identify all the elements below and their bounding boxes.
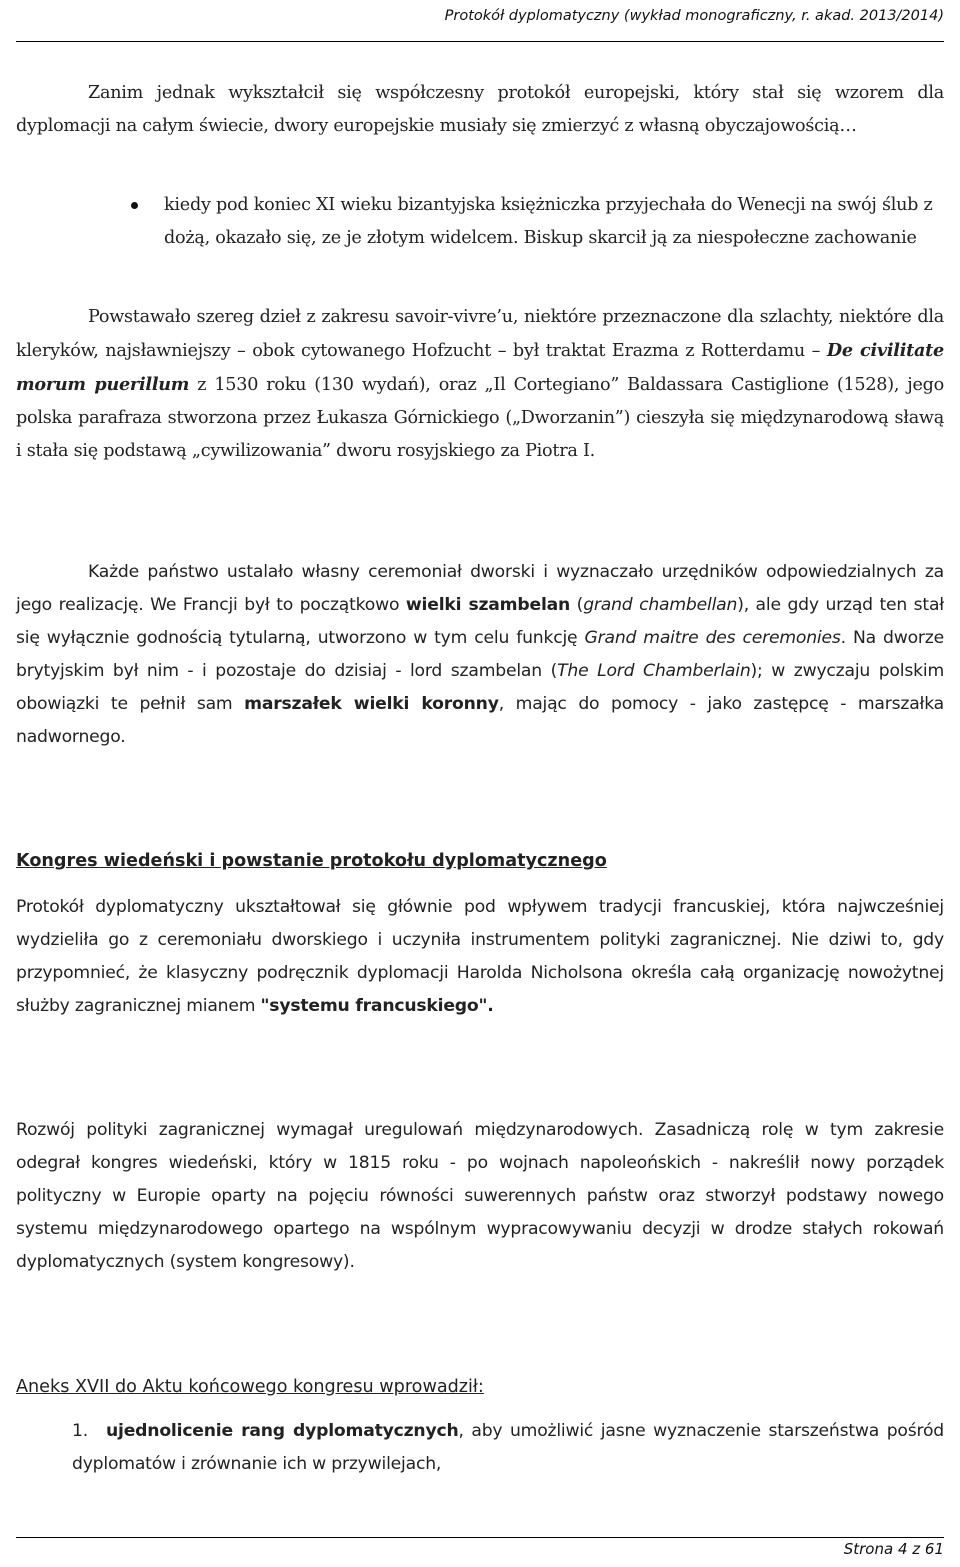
- annex-heading: Aneks XVII do Aktu końcowego kongresu wprowadził:: [16, 1377, 484, 1397]
- term-wielki-szambelan: wielki szambelan: [405, 595, 571, 615]
- term-systemu-francuskiego: "systemu francuskiego".: [260, 996, 494, 1016]
- running-header: Protokół dyplomatyczny (wykład monograficzny, r. akad. 2013/2014): [444, 8, 944, 24]
- list-item-text: [72, 1415, 944, 1481]
- section-heading-block: [16, 845, 944, 878]
- list-item-number: 1.: [72, 1421, 88, 1441]
- term-lord-chamberlain: The Lord Chamberlain: [557, 661, 751, 681]
- para2-part-c: (: [570, 595, 584, 615]
- paragraph-congress: [16, 1114, 944, 1279]
- intro-text: Zanim jednak wykształcił się współczesny protokół europejski, który stał się wzorem dla dyplomacji na całym świecie, dwory europejskie musiały się zmierzyć z własną obyczajowością…: [16, 83, 944, 136]
- bullet-dot: [131, 202, 138, 209]
- para2-part-d: ), ale gdy urząd ten stał się wyłącznie godnością tytularną, utworzono w tym celu funkcję: [16, 595, 944, 648]
- term-grand-chambellan: grand chambellan: [583, 595, 738, 615]
- paragraph-ceremonial: [16, 556, 944, 754]
- footer-rule: [16, 1537, 944, 1538]
- list-item-rest: , aby umożliwić jasne wyznaczenie starszeństwa pośród dyplomatów i zrównanie ich w przywilejach,: [72, 1421, 944, 1474]
- term-grand-maitre: Grand maitre des ceremonies: [584, 628, 841, 648]
- para2-part-e: . Na dworze brytyjskim był nim - i pozostaje do dzisiaj - lord szambelan (: [16, 628, 944, 681]
- paragraph-french-tradition: [16, 891, 944, 1023]
- work-title-de-civilitate: De civilitate morum puerillum: [16, 340, 944, 395]
- para2-part-g: , mając do pomocy - jako zastępcę - marszałka nadwornego.: [16, 694, 944, 747]
- paragraph-congress-text: Rozwój polityki zagranicznej wymagał uregulowań międzynarodowych. Zasadniczą rolę w tym zakresie odegrał kongres wiedeński, który w 1815 roku - po wojnach napoleońskich - nakreślił nowy porządek polityczny w Europie oparty na pojęciu równości suwerennych państw oraz stworzył podstawy nowego systemu międzynarodowego opartego na wspólnym wypracowywaniu decyzji w drodze stałych rokowań dyplomatycznych (system kongresowy).: [16, 1120, 944, 1272]
- annex-heading-block: [16, 1371, 944, 1404]
- para3-part-a: Protokół dyplomatyczny ukształtował się głównie pod wpływem tradycji francuskiej, która najwcześniej wydzieliła go z ceremoniału dworskiego i uczyniła instrumentem polityki zagranicznej. Nie dziwi to, gdy przypomnieć, że klasyczny podręcznik dyplomacji Harolda Nicholsona określa całą organizację nowożytnej służby zagranicznej mianem: [16, 897, 944, 1016]
- page-number: Strona 4 z 61: [843, 1540, 944, 1558]
- para2-part-a: Każde państwo ustalało własny ceremoniał dworski i wyznaczało urzędników odpowiedzialnych za jego realizację. We Francji był to początkowo: [16, 562, 944, 615]
- bullet-text: kiedy pod koniec XI wieku bizantyjska księżniczka przyjechała do Wenecji na swój ślub z dożą, okazało się, ze je złotym widelcem. Biskup skarcił ją za niespołeczne zachowanie: [164, 195, 933, 248]
- para1-part-a: Powstawało szereg dzieł z zakresu savoir-vivre’u, niektóre przeznaczone dla szlachty, niektóre dla kleryków, najsławniejszy – obok cytowanego Hofzucht – był traktat Erazma z Rotterdamu –: [16, 307, 944, 361]
- paragraph-ceremonial-text: [16, 556, 944, 754]
- header-rule: [16, 41, 944, 42]
- section-heading: Kongres wiedeński i powstanie protokołu dyplomatycznego: [16, 851, 607, 871]
- paragraph-french-tradition-text: [16, 891, 944, 1023]
- paragraph-savoir-vivre: [16, 301, 944, 468]
- para2-part-f: ); w zwyczaju polskim obowiązki te pełnił sam: [16, 661, 944, 714]
- term-marszalek: marszałek wielki koronny: [244, 694, 499, 714]
- para1-part-b: z 1530 roku (130 wydań), oraz „Il Cortegiano” Baldassara Castiglione (1528), jego polska parafraza stworzona przez Łukasza Górnickiego („Dworzanin”) cieszyła się międzynarodową sławą i stała się podstawą „cywilizowania” dworu rosyjskiego za Piotra I.: [16, 375, 945, 461]
- intro-paragraph: [16, 77, 944, 143]
- paragraph-savoir-vivre-text: [16, 301, 944, 468]
- term-ujednolicenie: ujednolicenie rang dyplomatycznych: [106, 1421, 459, 1441]
